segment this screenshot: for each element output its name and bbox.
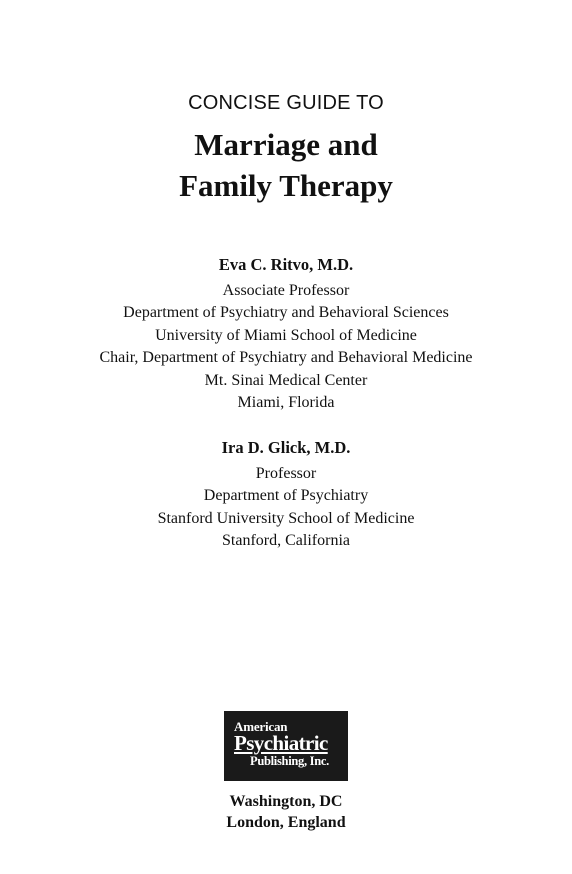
author-affiliation-line: Stanford University School of Medicine: [157, 509, 415, 527]
author-affiliation-line: University of Miami School of Medicine: [155, 326, 417, 344]
author-affiliation-line: Miami, Florida: [237, 394, 335, 411]
author-name: Ira D. Glick, M.D.: [221, 438, 351, 457]
publisher-logo: [224, 711, 348, 781]
author-affiliation-line: Department of Psychiatry: [203, 487, 369, 504]
publisher-location: London, England: [226, 814, 346, 831]
author-affiliation-line: Stanford, California: [222, 532, 350, 549]
author-affiliation-line: Department of Psychiatry and Behavioral Sciences: [123, 304, 449, 321]
publisher-location: Washington, DC: [229, 793, 343, 810]
author-affiliation-line: Mt. Sinai Medical Center: [204, 371, 368, 389]
book-title: [0, 124, 572, 206]
publisher-logo-line-2: Psychiatric: [234, 731, 328, 755]
series-title: CONCISE GUIDE TO: [188, 92, 384, 114]
author-affiliation-line: Chair, Department of Psychiatry and Behavioral Medicine: [99, 349, 473, 366]
author-affiliation-line: Associate Professor: [222, 281, 350, 299]
book-title-line-1: Marriage and: [194, 127, 378, 162]
publisher-locations: [0, 791, 572, 833]
book-title-line-2: Family Therapy: [179, 168, 393, 203]
author-block-2: [0, 437, 572, 553]
publisher-logo-line-3: Publishing, Inc.: [250, 754, 329, 768]
author-name: Eva C. Ritvo, M.D.: [218, 255, 354, 274]
author-affiliation-line: Professor: [255, 464, 317, 482]
author-block-1: [0, 254, 572, 415]
publisher-logo-line-1: American: [234, 719, 288, 734]
